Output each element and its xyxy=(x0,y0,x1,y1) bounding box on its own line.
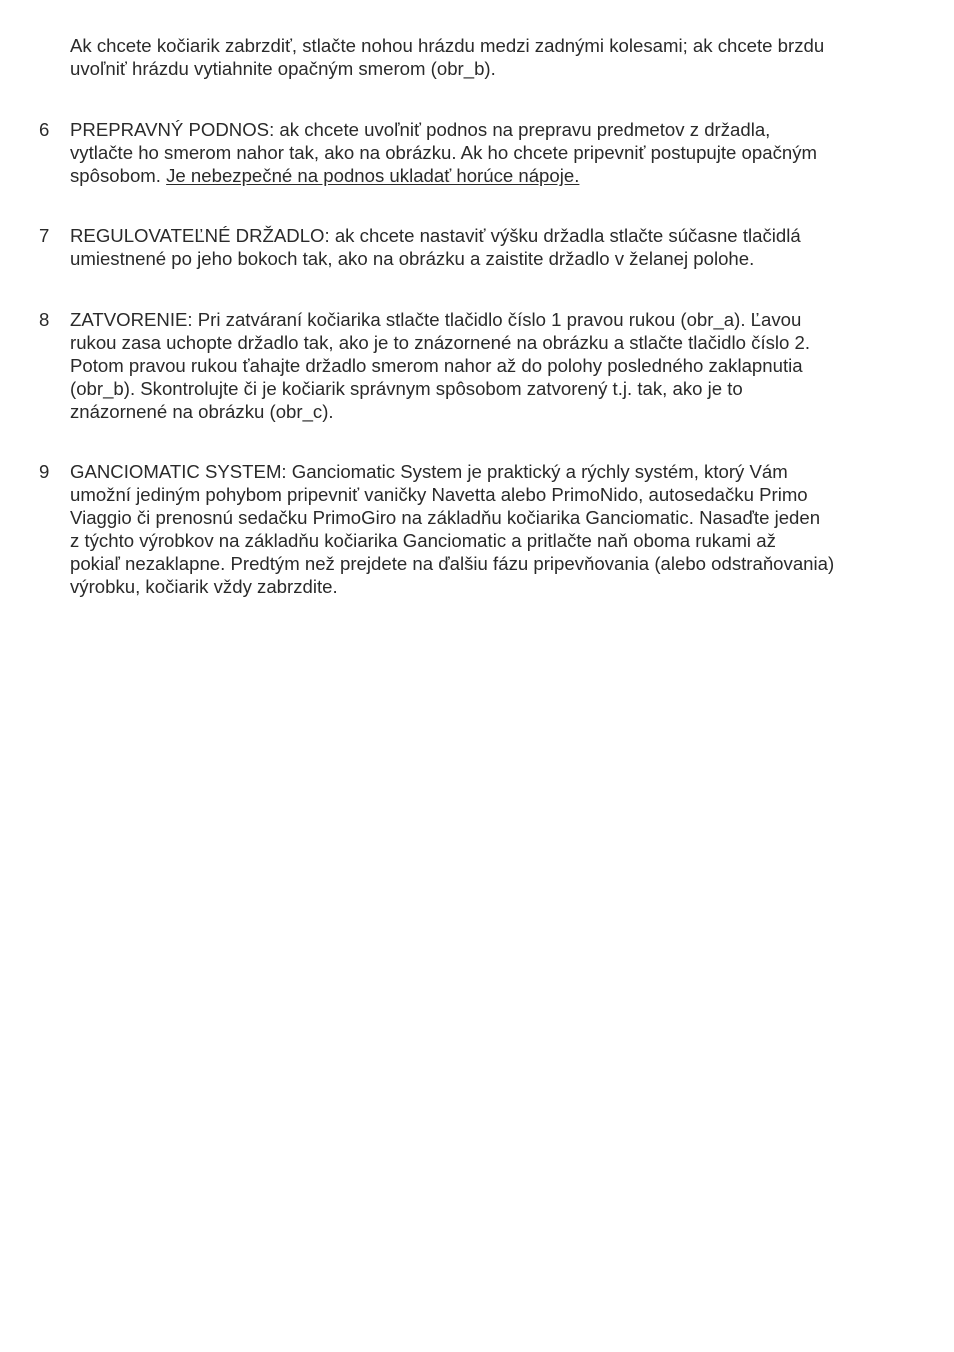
item-number-6: 6 xyxy=(39,119,50,140)
item-number-8: 8 xyxy=(39,309,50,330)
item-number-7: 7 xyxy=(39,225,50,246)
item-6-transport-tray xyxy=(70,118,940,187)
brake-paragraph: Ak chcete kočiarik zabrzdiť, stlačte nohou hrázdu medzi zadnými kolesami; ak chcete brzdu uvoľniť hrázdu vytiahnite opačným smerom (obr_b). xyxy=(70,35,825,79)
item-9-ganciomatic-system: GANCIOMATIC SYSTEM: Ganciomatic System je praktický a rýchly systém, ktorý Vám umožní jediným pohybom pripevniť vaničky Navetta alebo PrimoNido, autosedačku Primo Viaggio či prenosnú sedačku PrimoGiro na základňu kočiarika Ganciomatic. Nasaďte jeden z týchto výrobkov na základňu kočiarika Ganciomatic a pritlačte naň oboma rukami až pokiaľ nezaklapne. Predtým než prejdete na ďalšiu fázu pripevňovania (alebo odstraňovania) výrobku, kočiarik vždy zabrzdite. xyxy=(70,461,835,597)
item-6-warning: Je nebezpečné na podnos ukladať horúce nápoje. xyxy=(166,165,580,186)
item-7-adjustable-handle: REGULOVATEĽNÉ DRŽADLO: ak chcete nastaviť výšku držadla stlačte súčasne tlačidlá umiestnené po jeho bokoch tak, ako na obrázku a zaistite držadlo v želanej polohe. xyxy=(70,225,801,269)
item-6-text: PREPRAVNÝ PODNOS: ak chcete uvoľniť podnos na prepravu predmetov z držadla, vytlačte ho smerom nahor tak, ako na obrázku. Ak ho chcete pripevniť postupujte opačným spôsobom. xyxy=(70,119,817,186)
item-number-9: 9 xyxy=(39,461,50,482)
item-8-closing: ZATVORENIE: Pri zatváraní kočiarika stlačte tlačidlo číslo 1 pravou rukou (obr_a). Ľavou rukou zasa uchopte držadlo tak, ako je to znázornené na obrázku a stlačte tlačidlo číslo 2. Potom pravou rukou ťahajte držadlo smerom nahor až do polohy posledného zaklapnutia (obr_b). Skontrolujte či je kočiarik správnym spôsobom zatvorený t.j. tak, ako je to znázornené na obrázku (obr_c). xyxy=(70,309,811,422)
